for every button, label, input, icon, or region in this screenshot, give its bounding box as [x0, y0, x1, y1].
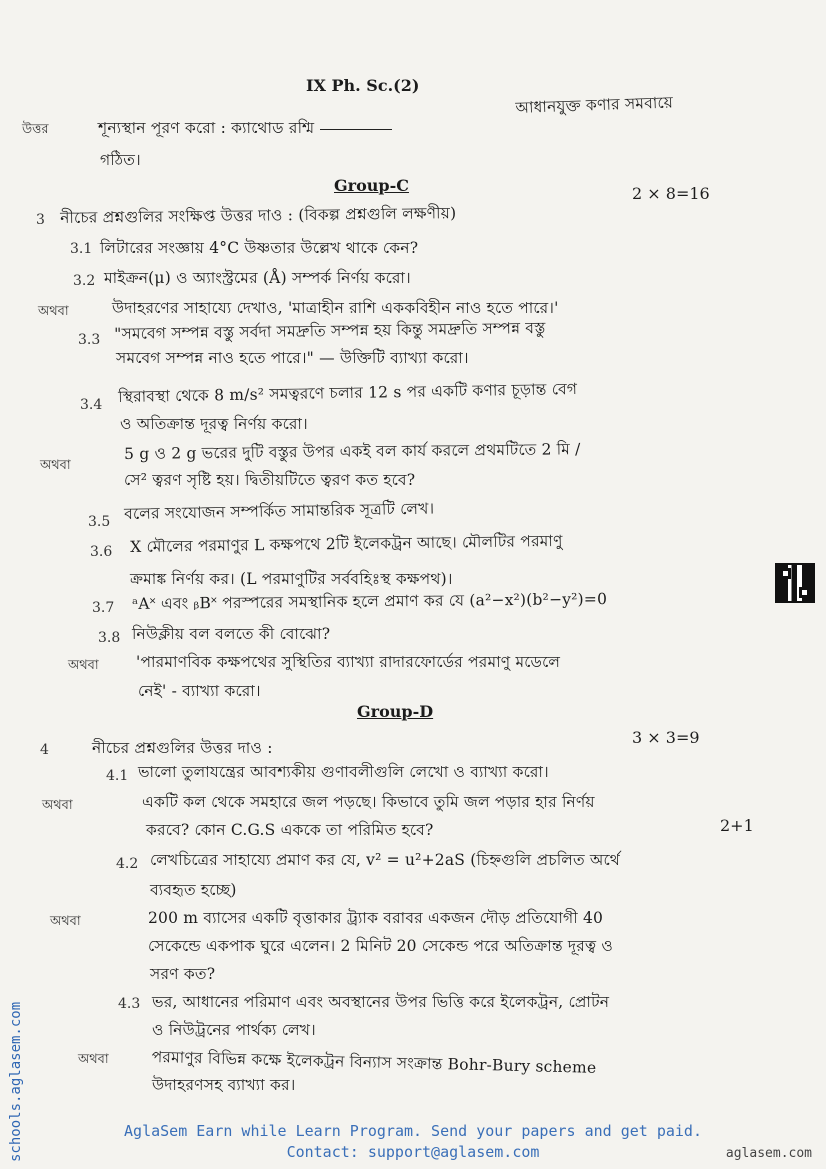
q4-3-or-line2: উদাহরণসহ ব্যাখ্যা কর।	[152, 1076, 296, 1094]
q3-6-number: 3.6	[90, 544, 113, 560]
q4-3-number: 4.3	[118, 996, 141, 1012]
q4-2-or-line3: সরণ কত?	[150, 965, 216, 983]
q3-1-text: লিটারের সংজ্ঞায় 4°C উষ্ণতার উল্লেখ থাকে কেন?	[100, 239, 419, 257]
or-label: অথবা	[40, 458, 71, 473]
q3-4-or-line2: সে² ত্বরণ সৃষ্টি হয়। দ্বিতীয়টিতে ত্বরণ কত হবে?	[124, 471, 416, 489]
footer-site[interactable]: aglasem.com	[725, 1146, 812, 1161]
or-label: অথবা	[50, 914, 81, 929]
or-label: অথবা	[68, 658, 99, 673]
q4-1-or-marks: 2+1	[720, 816, 754, 835]
group-c-instruction: নীচের প্রশ্নগুলির সংক্ষিপ্ত উত্তর দাও : (বিকল্প প্রশ্নগুলি লক্ষণীয়)	[60, 204, 457, 227]
blank-line	[320, 129, 392, 130]
or-label: অথবা	[42, 798, 73, 813]
q3-2-or-text: উদাহরণের সাহায্যে দেখাও, 'মাত্রাহীন রাশি এককবিহীন নাও হতে পারে।'	[112, 299, 559, 317]
q4-3-line1: ভর, আধানের পরিমাণ এবং অবস্থানের উপর ভিত্তি করে ইলেকট্রন, প্রোটন	[152, 993, 610, 1011]
q3-2-text: মাইক্রন(μ) ও অ্যাংস্ট্রমের (Å) সম্পর্ক নির্ণয় করো।	[104, 269, 411, 287]
q3-8-number: 3.8	[98, 630, 121, 646]
q4-2-line1: লেখচিত্রের সাহায্যে প্রমাণ কর যে, v² = u²+2aS (চিহ্নগুলি প্রচলিত অর্থে	[150, 851, 621, 869]
q3-7-text: ᵃA˟ এবং ᵦB˟ পরস্পরের সমস্থানিক হলে প্রমাণ কর যে (a²−x²)(b²−y²)=0	[132, 590, 608, 613]
footer-promo: AglaSem Earn while Learn Program. Send your papers and get paid.	[124, 1122, 702, 1140]
question-number: 4	[40, 742, 49, 758]
q3-5-text: বলের সংযোজন সম্পর্কিত সামান্তরিক সূত্রটি লেখ।	[124, 499, 435, 523]
q4-1-or-line1: একটি কল থেকে সমহারে জল পড়ছে। কিভাবে তুমি জল পড়ার হার নির্ণয়	[142, 793, 595, 811]
q3-6-line2: ক্রমাঙ্ক নির্ণয় কর। (L পরমাণুটির সর্ববহিঃস্থ কক্ষপথ)।	[130, 570, 453, 588]
q3-3-line2: সমবেগ সম্পন্ন নাও হতে পারে।" — উক্তিটি ব্যাখ্যা করো।	[116, 349, 469, 367]
q4-2-line2: ব্যবহৃত হচ্ছে)	[150, 881, 237, 899]
q3-4-or-line1: 5 g ও 2 g ভরের দুটি বস্তুর উপর একই বল কার্য করলে প্রথমটিতে 2 মি /	[124, 440, 581, 463]
side-watermark: schools.aglasem.com	[8, 1001, 24, 1162]
q3-8-or-line2: নেই' - ব্যাখ্যা করো।	[138, 682, 261, 700]
fill-blank-part-a: শূন্যস্থান পূরণ করো : ক্যাথোড রশ্মি	[98, 119, 315, 137]
group-c-marks: 2 × 8=16	[632, 184, 710, 203]
q4-1-number: 4.1	[106, 768, 129, 784]
fill-blank-text	[98, 116, 398, 142]
q4-1-or-line2: করবে? কোন C.G.S এককে তা পরিমিত হবে?	[146, 821, 434, 839]
group-d-instruction: নীচের প্রশ্নগুলির উত্তর দাও :	[92, 739, 273, 757]
answer-label: উত্তর	[22, 122, 49, 137]
q3-8-or-line1: 'পারমাণবিক কক্ষপথের সুস্থিতির ব্যাখ্যা রাদারফোর্ডের পরমাণু মডেলে	[136, 653, 561, 671]
q4-1-text: ভালো তুলাযন্ত্রের আবশ্যকীয় গুণাবলীগুলি লেখো ও ব্যাখ্যা করো।	[138, 763, 549, 781]
q4-2-or-line2: সেকেন্ডে একপাক ঘুরে এলেন। 2 মিনিট 20 সেকেন্ড পরে অতিক্রান্ত দূরত্ব ও	[148, 937, 613, 955]
question-number: 3	[36, 212, 45, 228]
or-label: অথবা	[78, 1052, 109, 1067]
q4-3-line2: ও নিউট্রনের পার্থক্য লেখ।	[152, 1021, 316, 1039]
or-label: অথবা	[38, 304, 69, 319]
footer-contact[interactable]: Contact: support@aglasem.com	[286, 1143, 540, 1161]
q3-2-number: 3.2	[73, 273, 96, 289]
q4-2-number: 4.2	[116, 856, 139, 872]
q3-1-number: 3.1	[70, 241, 93, 257]
q3-4-number: 3.4	[80, 397, 103, 413]
q3-4-line2: ও অতিক্রান্ত দূরত্ব নির্ণয় করো।	[120, 415, 308, 433]
fill-blank-part-c: গঠিত।	[100, 151, 141, 169]
q3-3-number: 3.3	[78, 332, 101, 348]
qr-code-icon	[775, 563, 815, 603]
q3-7-number: 3.7	[92, 600, 115, 616]
q3-5-number: 3.5	[88, 514, 111, 530]
q3-4-line1: স্থিরাবস্থা থেকে 8 m/s² সমত্বরণে চলার 12 s পর একটি কণার চূড়ান্ত বেগ	[118, 379, 578, 406]
q3-3-line1: "সমবেগ সম্পন্ন বস্তু সর্বদা সমদ্রুতি সম্পন্ন হয় কিন্তু সমদ্রুতি সম্পন্ন বস্তু	[114, 318, 546, 343]
q3-6-line1: X মৌলের পরমাণুর L কক্ষপথে 2টি ইলেকট্রন আছে। মৌলটির পরমাণু	[130, 531, 563, 556]
q4-3-or-line1: পরমাণুর বিভিন্ন কক্ষে ইলেকট্রন বিন্যাস সংক্রান্ত Bohr-Bury scheme	[151, 1047, 597, 1077]
group-d-marks: 3 × 3=9	[632, 728, 700, 747]
fill-blank-part-b: আধানযুক্ত কণার সমবায়ে	[515, 93, 674, 117]
q3-8-text: নিউক্লীয় বল বলতে কী বোঝো?	[132, 625, 331, 643]
q4-2-or-line1: 200 m ব্যাসের একটি বৃত্তাকার ট্র্যাক বরাবর একজন দৌড় প্রতিযোগী 40	[148, 909, 604, 927]
group-d-title: Group-D	[357, 702, 434, 721]
paper-title: IX Ph. Sc.(2)	[306, 76, 420, 95]
group-c-title: Group-C	[334, 176, 409, 195]
